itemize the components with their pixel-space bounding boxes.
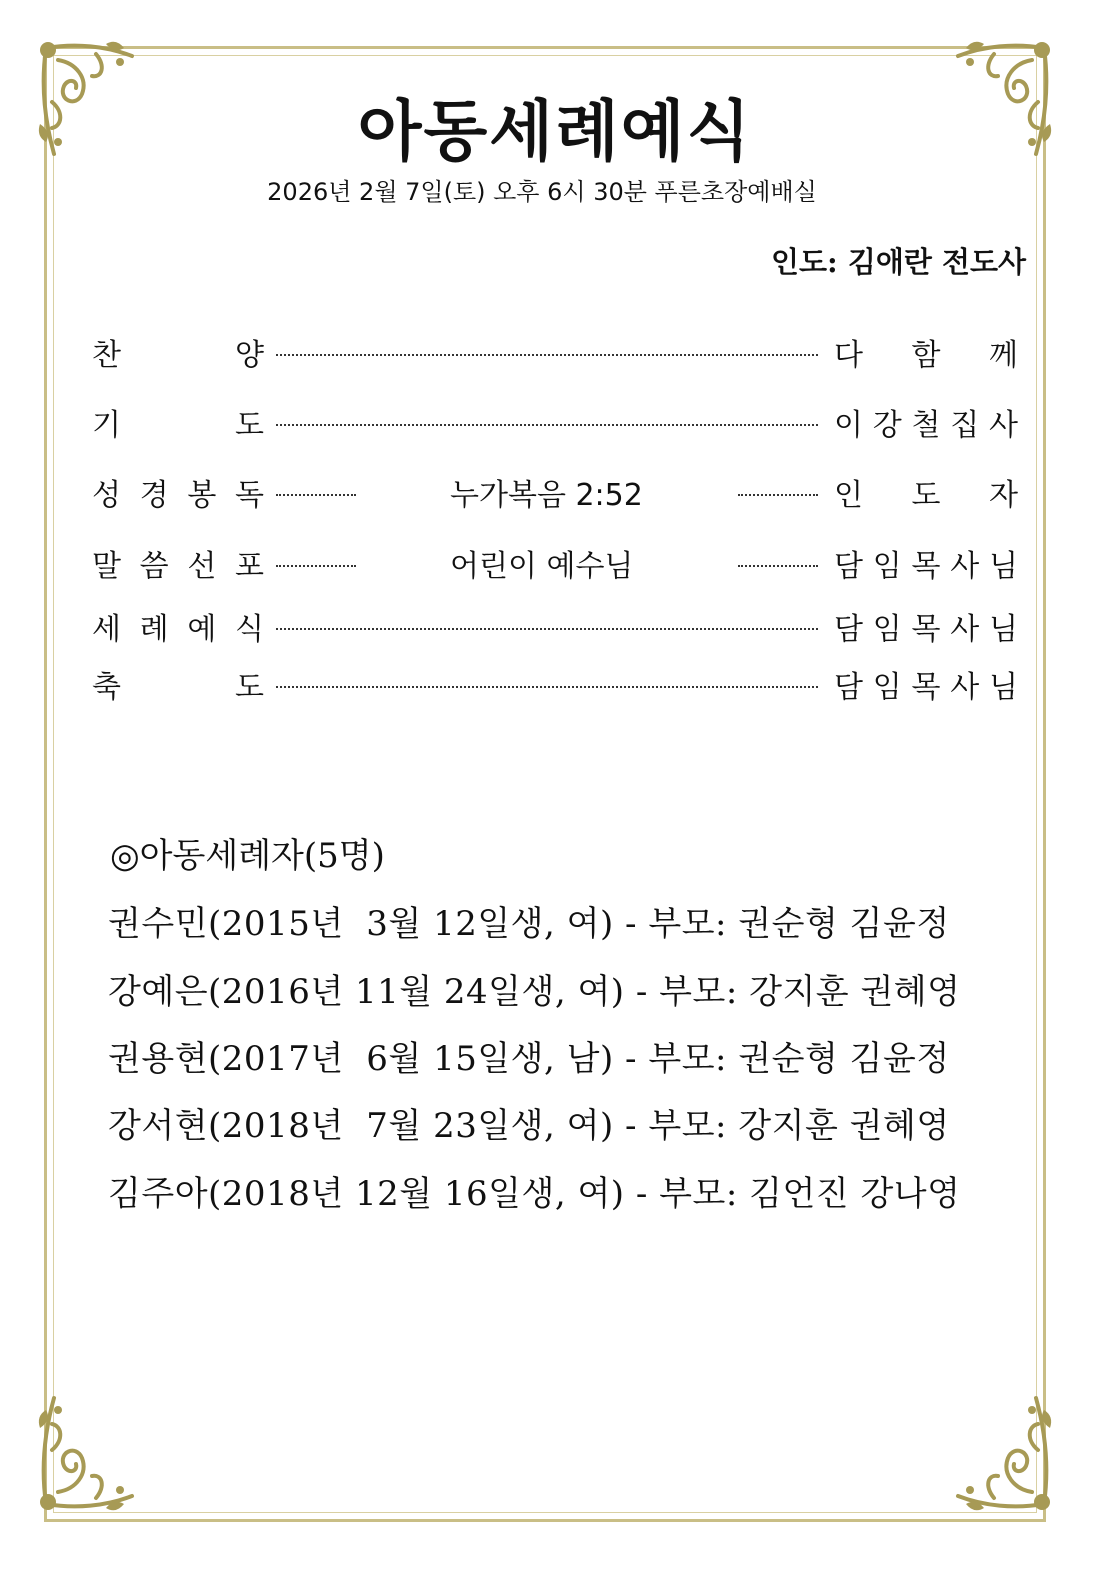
- order-item: [92, 604, 1022, 648]
- order-item-person-char: 함: [911, 338, 941, 373]
- order-item-name: [92, 400, 264, 444]
- order-item-name: [92, 330, 264, 374]
- order-item-person-char: 사: [950, 549, 980, 584]
- order-item-person-char: 집: [950, 408, 980, 443]
- order-item-name-char: 경: [139, 478, 169, 513]
- order-item: [92, 541, 1022, 585]
- order-item-name-char: 선: [187, 549, 217, 584]
- order-item-name-char: 식: [235, 612, 264, 647]
- order-item-person: [834, 662, 1018, 706]
- order-item-name-char: 말: [92, 549, 121, 584]
- order-item: [92, 330, 1022, 374]
- order-item-name-char: 양: [235, 338, 264, 373]
- dot-leader: [276, 628, 818, 630]
- dot-leader: [276, 565, 356, 567]
- dot-leader: [738, 565, 818, 567]
- order-item-person: [834, 470, 1018, 514]
- order-item-person-char: 님: [989, 612, 1018, 647]
- order-item-person-char: 목: [911, 670, 941, 705]
- dot-leader: [276, 424, 818, 426]
- order-item-person-char: 사: [950, 612, 980, 647]
- order-item-person-char: 강: [872, 408, 902, 443]
- order-item-person-char: 담: [834, 670, 863, 705]
- service-leader: 인도: 김애란 전도사: [770, 245, 1026, 279]
- order-item-person-char: 님: [989, 670, 1018, 705]
- order-item-name-char: 찬: [92, 338, 121, 373]
- order-item-name-char: 성: [92, 478, 121, 513]
- corner-ornament-icon: [36, 1390, 140, 1514]
- candidate-entry: 강예은(2016년 11월 24일생, 여) - 부모: 강지훈 권혜영: [108, 972, 961, 1012]
- order-item-name-char: 례: [139, 612, 169, 647]
- service-datetime: 2026년 2월 7일(토) 오후 6시 30분 푸른초장예배실: [267, 178, 817, 206]
- candidate-entry: 김주아(2018년 12월 16일생, 여) - 부모: 김언진 강나영: [108, 1174, 961, 1214]
- order-item-person-char: 임: [872, 670, 902, 705]
- candidate-entry: 강서현(2018년 7월 23일생, 여) - 부모: 강지훈 권혜영: [108, 1106, 950, 1146]
- order-item-name-char: 독: [235, 478, 264, 513]
- order-item-name-char: 도: [235, 670, 264, 705]
- order-item: [92, 662, 1022, 706]
- order-item-person: [834, 330, 1018, 374]
- order-item-person-char: 사: [989, 408, 1018, 443]
- page-title: 아동세례예식: [357, 92, 753, 170]
- order-item-name-char: 씀: [139, 549, 169, 584]
- dot-leader: [276, 686, 818, 688]
- order-item-person-char: 임: [872, 612, 902, 647]
- candidate-entry: 권수민(2015년 3월 12일생, 여) - 부모: 권순형 김윤정: [108, 904, 950, 944]
- order-item-name: [92, 541, 264, 585]
- order-item: [92, 470, 1022, 514]
- order-item-person-char: 목: [911, 612, 941, 647]
- order-item-detail: 어린이 예수님: [450, 549, 634, 584]
- order-item-name: [92, 470, 264, 514]
- order-item-person: [834, 604, 1018, 648]
- order-item-person-char: 이: [834, 408, 863, 443]
- candidates-heading: ◎아동세례자(5명): [110, 836, 385, 876]
- order-item-name-char: 도: [235, 408, 264, 443]
- order-item-person: [834, 400, 1018, 444]
- order-item-name-char: 봉: [187, 478, 217, 513]
- order-item-name-char: 세: [92, 612, 121, 647]
- order-item-person-char: 자: [989, 478, 1018, 513]
- candidate-entry: 권용현(2017년 6월 15일생, 남) - 부모: 권순형 김윤정: [108, 1039, 950, 1079]
- order-item-name-char: 축: [92, 670, 121, 705]
- order-item-person-char: 도: [911, 478, 941, 513]
- dot-leader: [738, 494, 818, 496]
- order-item-name: [92, 662, 264, 706]
- order-item-name-char: 포: [235, 549, 264, 584]
- dot-leader: [276, 494, 356, 496]
- order-item-name: [92, 604, 264, 648]
- order-item-name-char: 예: [187, 612, 217, 647]
- dot-leader: [276, 354, 818, 356]
- order-item-person-char: 담: [834, 612, 863, 647]
- order-item-person-char: 사: [950, 670, 980, 705]
- order-item-person-char: 철: [911, 408, 941, 443]
- order-item-person-char: 임: [872, 549, 902, 584]
- order-item-person-char: 님: [989, 549, 1018, 584]
- order-item-person-char: 담: [834, 549, 863, 584]
- order-item-person: [834, 541, 1018, 585]
- order-item: [92, 400, 1022, 444]
- order-item-detail: 누가복음 2:52: [450, 478, 643, 513]
- order-item-person-char: 목: [911, 549, 941, 584]
- order-item-person-char: 께: [989, 338, 1018, 373]
- order-item-person-char: 다: [834, 338, 863, 373]
- order-item-name-char: 기: [92, 408, 121, 443]
- order-item-person-char: 인: [834, 478, 863, 513]
- corner-ornament-icon: [950, 1390, 1054, 1514]
